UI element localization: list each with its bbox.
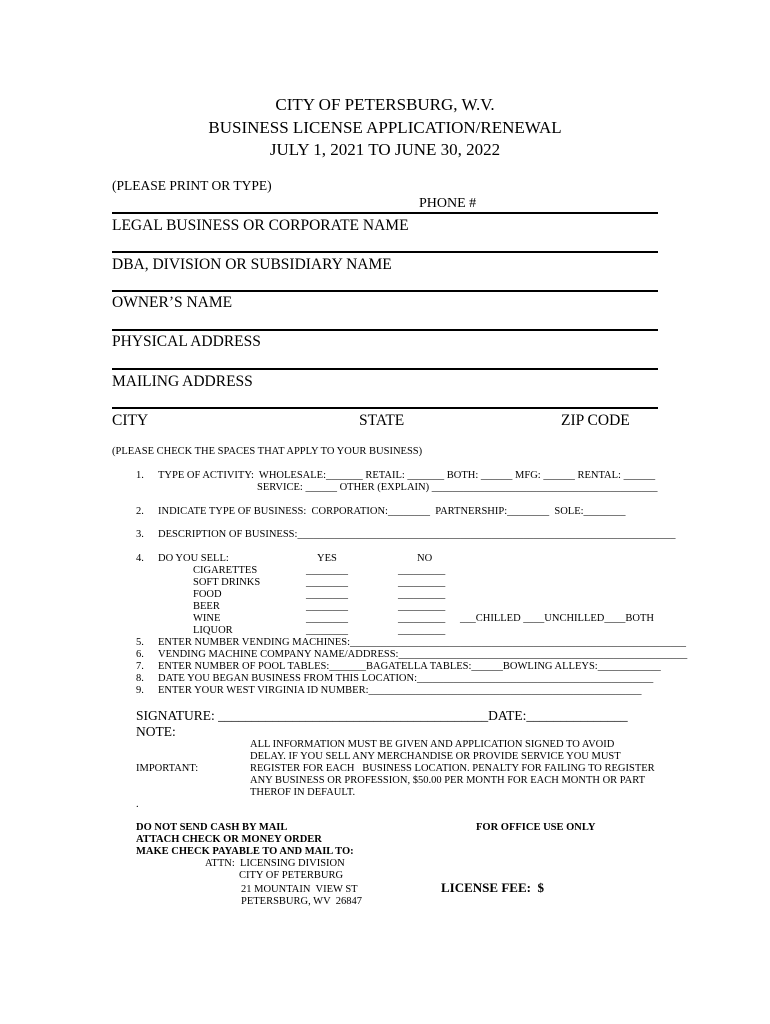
goods-soft-drinks: SOFT DRINKS xyxy=(193,577,261,588)
mail-street: 21 MOUNTAIN VIEW ST xyxy=(241,884,358,895)
mailing-address-rule[interactable] xyxy=(112,407,658,409)
item-number: 7. xyxy=(136,661,144,672)
business-description[interactable]: DESCRIPTION OF BUSINESS:________________________________________________________________________ xyxy=(158,529,676,540)
important-label: IMPORTANT: xyxy=(136,763,199,774)
yes-blank[interactable]: ________ xyxy=(306,613,348,624)
activity-type-service[interactable]: SERVICE: ______ OTHER (EXPLAIN) ___________________________________________ xyxy=(257,482,658,493)
owner-label: OWNER’S NAME xyxy=(112,294,233,311)
business-type[interactable]: INDICATE TYPE OF BUSINESS: CORPORATION:________ PARTNERSHIP:________ SOLE:________ xyxy=(158,506,626,517)
yes-blank[interactable]: ________ xyxy=(306,589,348,600)
wine-chilled-options[interactable]: ___CHILLED ____UNCHILLED____BOTH xyxy=(460,613,654,624)
item-number: 9. xyxy=(136,685,144,696)
zip-label: ZIP CODE xyxy=(561,412,630,429)
no-blank[interactable]: _________ xyxy=(398,601,446,612)
owner-rule[interactable] xyxy=(112,329,658,331)
no-blank[interactable]: _________ xyxy=(398,565,446,576)
goods-beer: BEER xyxy=(193,601,220,612)
no-blank[interactable]: _________ xyxy=(398,577,446,588)
yes-blank[interactable]: ________ xyxy=(306,577,348,588)
state-label: STATE xyxy=(359,412,405,429)
important-text: THEROF IN DEFAULT. xyxy=(250,787,356,798)
dba-rule[interactable] xyxy=(112,290,658,292)
no-blank[interactable]: _________ xyxy=(398,625,446,636)
yes-blank[interactable]: ________ xyxy=(306,625,348,636)
no-header: NO xyxy=(417,553,433,564)
important-text: ALL INFORMATION MUST BE GIVEN AND APPLICATION SIGNED TO AVOID xyxy=(250,739,615,750)
item-number: 1. xyxy=(136,470,144,481)
activity-type[interactable]: TYPE OF ACTIVITY: WHOLESALE:_______ RETAIL: _______ BOTH: ______ MFG: ______ RENTAL: ______ xyxy=(158,470,656,481)
legal-name-label: LEGAL BUSINESS OR CORPORATE NAME xyxy=(112,217,409,234)
tables-count[interactable]: ENTER NUMBER OF POOL TABLES:_______BAGATELLA TABLES:______BOWLING ALLEYS:____________ xyxy=(158,661,661,672)
do-you-sell-label: DO YOU SELL: xyxy=(158,553,229,564)
license-fee-label: LICENSE FEE: $ xyxy=(441,880,544,895)
item-number: 8. xyxy=(136,673,144,684)
stray-dot: . xyxy=(136,799,139,810)
vending-company[interactable]: VENDING MACHINE COMPANY NAME/ADDRESS:_______________________________________________________ xyxy=(158,649,688,660)
goods-wine: WINE xyxy=(193,613,221,624)
important-text: REGISTER FOR EACH BUSINESS LOCATION. PENALTY FOR FAILING TO REGISTER xyxy=(250,763,655,774)
no-blank[interactable]: _________ xyxy=(398,613,446,624)
item-number: 5. xyxy=(136,637,144,648)
mail-city-state: PETERSBURG, WV 26847 xyxy=(241,896,362,907)
wv-id-number[interactable]: ENTER YOUR WEST VIRGINIA ID NUMBER:____________________________________________________ xyxy=(158,685,642,696)
mail-city-name: CITY OF PETERBURG xyxy=(239,870,344,881)
physical-address-rule[interactable] xyxy=(112,368,658,370)
yes-blank[interactable]: ________ xyxy=(306,601,348,612)
signature-line[interactable]: SIGNATURE: ________________________________________DATE:_______________ xyxy=(136,708,628,723)
form-title: CITY OF PETERSBURG, W.V. xyxy=(275,95,495,114)
goods-food: FOOD xyxy=(193,589,222,600)
attach-check-notice: ATTACH CHECK OR MONEY ORDER xyxy=(136,834,322,845)
city-label: CITY xyxy=(112,412,149,429)
yes-blank[interactable]: ________ xyxy=(306,565,348,576)
note-label: NOTE: xyxy=(136,724,176,739)
form-subtitle: BUSINESS LICENSE APPLICATION/RENEWAL xyxy=(208,118,562,137)
vending-machines-count[interactable]: ENTER NUMBER VENDING MACHINES:________________________________________________________________ xyxy=(158,637,687,648)
no-cash-notice: DO NOT SEND CASH BY MAIL xyxy=(136,822,288,833)
phone-label: PHONE # xyxy=(419,196,477,211)
business-start-date[interactable]: DATE YOU BEGAN BUSINESS FROM THIS LOCATION:_____________________________________________ xyxy=(158,673,654,684)
check-note: (PLEASE CHECK THE SPACES THAT APPLY TO YOUR BUSINESS) xyxy=(112,446,423,457)
goods-liquor: LIQUOR xyxy=(193,625,233,636)
goods-cigarettes: CIGARETTES xyxy=(193,565,258,576)
phone-rule xyxy=(112,212,658,214)
mailing-address-label: MAILING ADDRESS xyxy=(112,373,253,390)
item-number: 3. xyxy=(136,529,144,540)
yes-header: YES xyxy=(317,553,337,564)
no-blank[interactable]: _________ xyxy=(398,589,446,600)
item-number: 4. xyxy=(136,553,144,564)
important-text: DELAY. IF YOU SELL ANY MERCHANDISE OR PROVIDE SERVICE YOU MUST xyxy=(250,751,621,762)
item-number: 6. xyxy=(136,649,144,660)
legal-name-rule[interactable] xyxy=(112,251,658,253)
important-text: ANY BUSINESS OR PROFESSION, $50.00 PER MONTH FOR EACH MONTH OR PART xyxy=(250,775,646,786)
print-instruction: (PLEASE PRINT OR TYPE) xyxy=(112,178,272,193)
form-period: JULY 1, 2021 TO JUNE 30, 2022 xyxy=(269,140,501,159)
dba-label: DBA, DIVISION OR SUBSIDIARY NAME xyxy=(112,256,392,273)
mail-to-notice: MAKE CHECK PAYABLE TO AND MAIL TO: xyxy=(136,846,354,857)
office-use-label: FOR OFFICE USE ONLY xyxy=(476,822,596,833)
mail-attn: ATTN: LICENSING DIVISION xyxy=(205,858,345,869)
physical-address-label: PHYSICAL ADDRESS xyxy=(112,333,261,350)
item-number: 2. xyxy=(136,506,144,517)
